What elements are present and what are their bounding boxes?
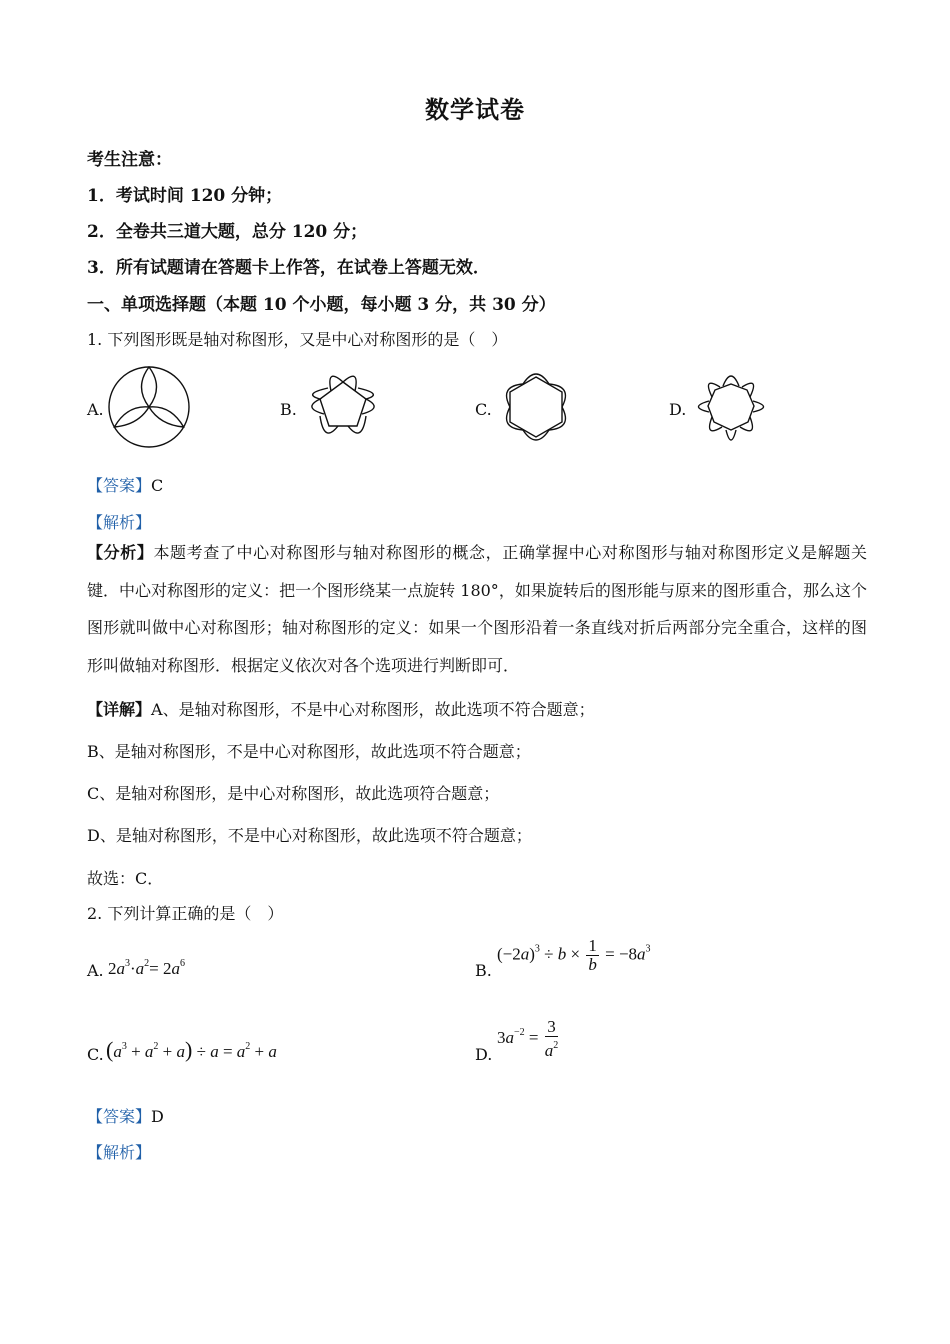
math-a-var: a (116, 959, 125, 978)
q2-math-b (497, 937, 651, 974)
math-c-e3: 2 (245, 1041, 251, 1052)
q1-analysis-tag: 【解析】 (87, 513, 152, 532)
q1-figure-c (493, 364, 579, 450)
math-c-v6: a (268, 1042, 277, 1061)
q1-detail-2: B、是轴对称图形，不是中心对称图形，故此选项不符合题意； (87, 742, 531, 761)
q2-option-a-label: A. (87, 961, 104, 980)
math-c-rp: ) (185, 1037, 193, 1062)
math-c-e1: 3 (121, 1041, 127, 1052)
page-title: 数学试卷 (425, 95, 525, 124)
section-heading: 一、单项选择题（本题 10 个小题，每小题 3 分，共 30 分） (87, 295, 556, 315)
math-d-fraction (545, 1018, 559, 1060)
math-b-num: 1 (588, 936, 597, 955)
math-c-eq: = (218, 1042, 237, 1061)
math-c-v3: a (176, 1042, 186, 1061)
math-c-v4: a (210, 1042, 219, 1061)
math-b-den: b (588, 955, 597, 974)
q1-fenxi (87, 534, 867, 684)
q1-stem: 1. 下列图形既是轴对称图形，又是中心对称图形的是（ ） (87, 330, 508, 349)
math-c-v5: a (236, 1042, 246, 1061)
math-d-exp: −2 (514, 1026, 525, 1038)
fenxi-text: 本题考查了中心对称图形与轴对称图形的概念，正确掌握中心对称图形与轴对称图形定义是解题关键．中心对称图形的定义：把一个图形绕某一点旋转 180°，如果旋转后的图形能与原来的图形重合，那么这个图形就叫做中心对称图形；轴对称图形的定义：如果一个图形沿着一条直线对折后两部分完全重合，这样的图形叫做轴对称图形．根据定义依次对各个选项进行判断即可． (87, 543, 867, 675)
math-c-div: ÷ (192, 1042, 211, 1061)
detail-text: A、是轴对称图形，不是中心对称图形，故此选项不符合题意； (151, 700, 595, 719)
math-c-lp: ( (106, 1037, 114, 1062)
math-a-var3: a (171, 959, 181, 978)
q1-conclusion: 故选：C． (87, 869, 164, 888)
math-c-v2: a (144, 1042, 154, 1061)
math-a-dot: · (130, 959, 136, 978)
notice-item-2: 2．全卷共三道大题，总分 120 分； (87, 222, 368, 242)
q2-stem: 2. 下列计算正确的是（ ） (87, 904, 284, 923)
math-c-p2: + (158, 1042, 177, 1061)
q2-math-d (497, 1018, 560, 1060)
q1-figure-d (688, 364, 774, 450)
q2-math-a (108, 958, 185, 979)
q1-option-d-label: D. (669, 400, 687, 419)
math-c-v1: a (113, 1042, 122, 1061)
q2-option-c-label: C. (87, 1045, 104, 1064)
notice-item-1: 1．考试时间 120 分钟； (87, 186, 283, 206)
math-b-var: a (520, 944, 530, 964)
math-d-den-var: a (544, 1041, 554, 1060)
xiangjie-tag: 【详解】 (87, 700, 152, 719)
q2-answer (87, 1104, 164, 1127)
math-b-var2: b (557, 944, 567, 964)
q1-option-a-label: A. (87, 400, 104, 419)
math-b-exp: 3 (534, 943, 540, 955)
math-b-eq: = −8 (600, 944, 638, 964)
answer-value: C (151, 476, 164, 495)
q1-option-b-label: B. (280, 400, 297, 419)
math-b-var3: a (637, 944, 646, 964)
q1-detail-1 (87, 697, 595, 720)
math-d-den (545, 1037, 559, 1060)
fenxi-tag: 【分析】 (87, 543, 154, 562)
math-d-num: 3 (545, 1018, 559, 1037)
answer-value: D (151, 1107, 164, 1126)
q2-math-c (106, 1037, 277, 1063)
math-b-rp: ) (529, 944, 535, 964)
q1-answer (87, 473, 163, 496)
math-d-den-exp: 2 (553, 1040, 559, 1051)
q1-option-c-label: C. (475, 400, 492, 419)
math-d-coef: 3 (497, 1027, 506, 1047)
math-c-p1: + (126, 1042, 145, 1061)
notice-heading: 考生注意： (87, 150, 172, 170)
math-d-eq: = (524, 1027, 543, 1047)
math-a-exp3: 6 (180, 958, 186, 969)
math-b-mul: × (566, 944, 585, 964)
math-c-p3: + (250, 1042, 269, 1061)
math-b-div: ÷ (539, 944, 558, 964)
q1-detail-3: C、是轴对称图形，是中心对称图形，故此选项符合题意； (87, 784, 500, 803)
notice-item-3: 3．所有试题请在答题卡上作答，在试卷上答题无效． (87, 258, 490, 278)
math-c-e2: 2 (153, 1041, 159, 1052)
math-b-fraction (586, 937, 599, 974)
q1-figure-a (106, 364, 192, 450)
math-d-var: a (505, 1027, 514, 1047)
q2-option-d-label: D. (475, 1045, 493, 1064)
q2-option-b-label: B. (475, 961, 492, 980)
math-a-exp1: 3 (125, 958, 130, 969)
q1-detail-4: D、是轴对称图形，不是中心对称图形，故此选项不符合题意； (87, 826, 532, 845)
math-a-var2: a (135, 959, 145, 978)
math-a-exp2: 2 (144, 958, 150, 969)
math-a-eq: = 2 (149, 959, 172, 978)
q1-figure-b (300, 364, 386, 450)
math-b-lhs: (−2 (497, 944, 521, 964)
math-a-coef: 2 (108, 959, 117, 978)
q2-analysis-tag: 【解析】 (87, 1143, 152, 1162)
answer-tag: 【答案】 (87, 1107, 152, 1126)
answer-tag: 【答案】 (87, 476, 152, 495)
math-b-exp2: 3 (645, 943, 651, 955)
